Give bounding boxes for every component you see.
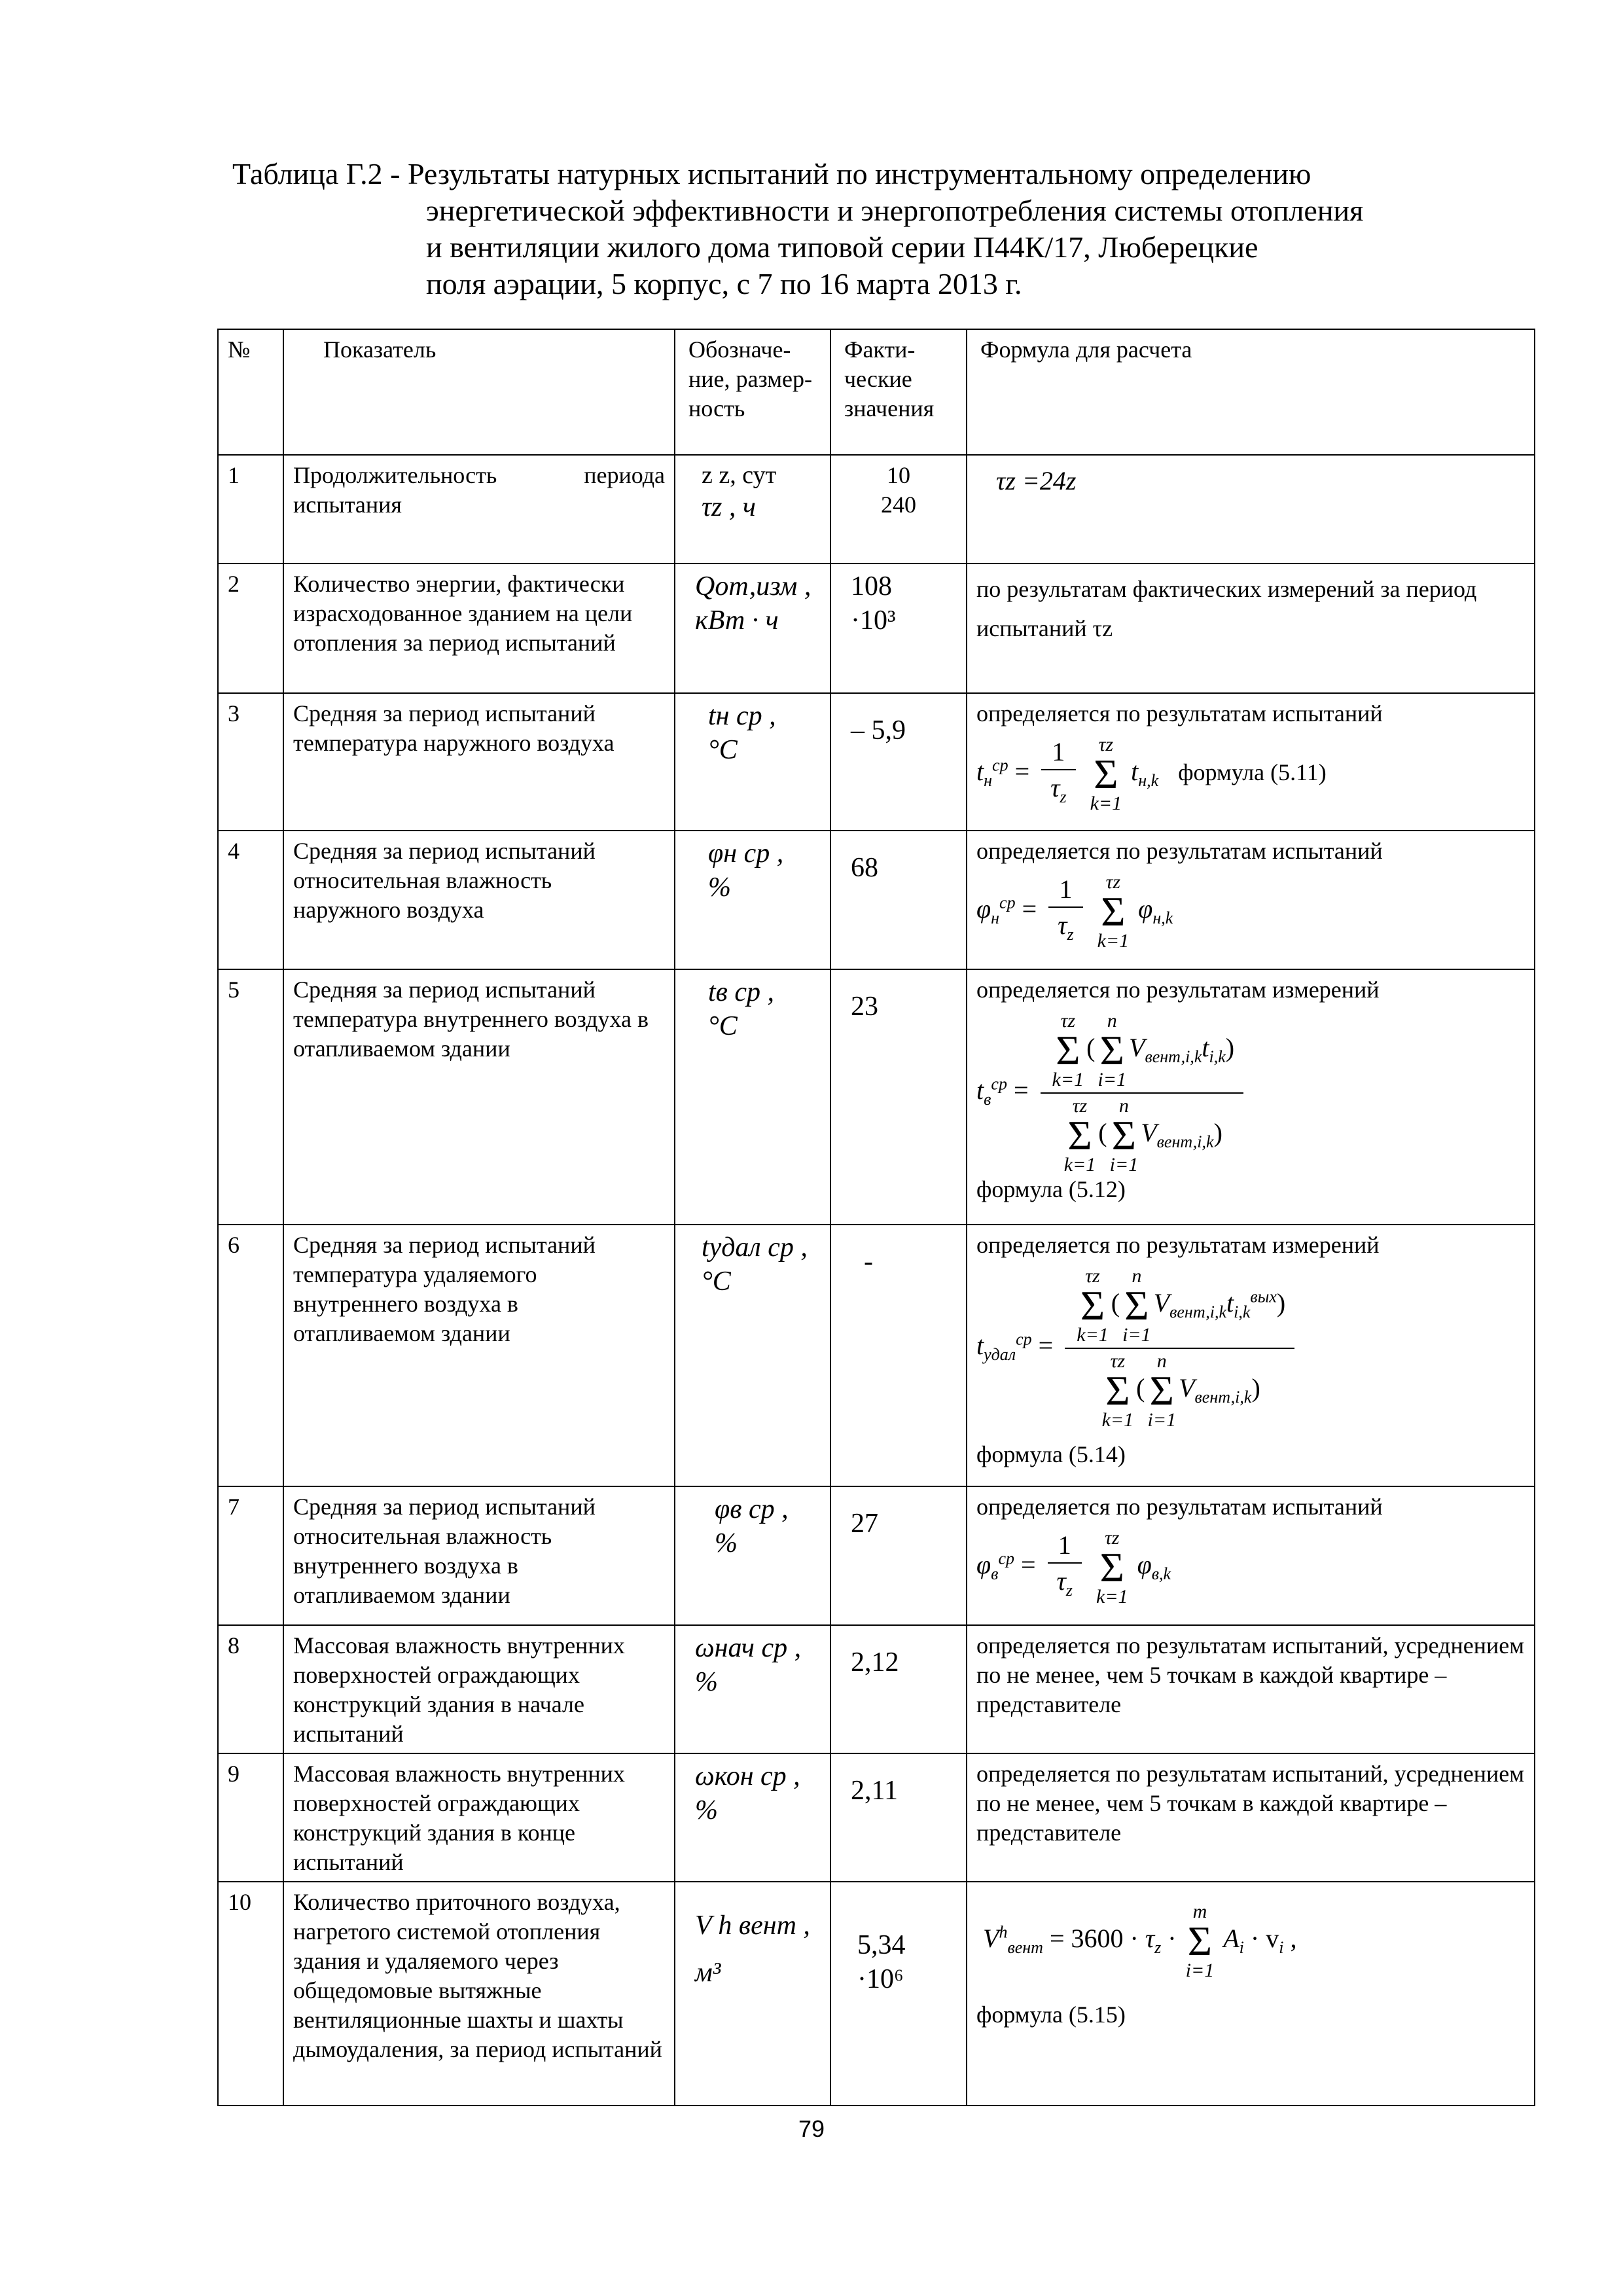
table-row <box>218 1625 1535 1753</box>
row-formula <box>967 455 1535 564</box>
table-row <box>218 831 1535 969</box>
designation-line-2: % <box>695 1667 718 1697</box>
designation-line-1: φв ср , <box>715 1494 789 1524</box>
row-indicator: Средняя за период испытаний температура удаляемого внутреннего воздуха в отапливаемом здании <box>283 1225 675 1486</box>
row-formula <box>967 1882 1535 2106</box>
designation-line-1: ωнач ср , <box>695 1633 802 1663</box>
row-number: 10 <box>218 1882 283 2106</box>
header-indicator: Показатель <box>283 329 675 455</box>
table-row <box>218 1486 1535 1625</box>
formula-note: формула (5.11) <box>1178 759 1327 786</box>
row-indicator: Продолжительность периода испытания <box>283 455 675 564</box>
table-row <box>218 1882 1535 2106</box>
designation-line-2: °C <box>708 735 738 765</box>
row-designation <box>675 455 830 564</box>
designation-line-1: φн ср , <box>708 838 784 869</box>
row-number: 8 <box>218 1625 283 1753</box>
value-line-2: ·10³ <box>851 605 896 636</box>
value-line-1: - <box>864 1247 873 1277</box>
formula-text: τz =24z <box>996 466 1077 495</box>
row-indicator: Средняя за период испытаний относительная влажность наружного воздуха <box>283 831 675 969</box>
table-row <box>218 564 1535 693</box>
designation-line-2: % <box>708 872 731 903</box>
row-value <box>830 1625 967 1753</box>
row-formula <box>967 564 1535 693</box>
table-row <box>218 693 1535 831</box>
row-formula <box>967 831 1535 969</box>
formula-note: формула (5.12) <box>976 1176 1126 1202</box>
formula-text: определяется по результатам испытаний, усреднением по не менее, чем 5 точкам в каждой квартире – представителе <box>976 1632 1524 1717</box>
row-formula <box>967 1625 1535 1753</box>
row-formula <box>967 1753 1535 1882</box>
value-line-1: 10 <box>887 462 910 488</box>
header-designation: Обозначе-ние, размер-ность <box>675 329 830 455</box>
formula-expression: $t_{удал}^{ср}$ = τz Σ k=1(n Σ $i=1V_{вент,i,k}t_{i,k}^{вых}$) τz Σ k=1(n Σ $i=1V_{вент,i,k}$) <box>976 1266 1525 1440</box>
caption-line-2: энергетической эффективности и энергопотребления системы отопления <box>426 194 1364 227</box>
row-value <box>830 969 967 1225</box>
row-designation <box>675 831 830 969</box>
row-designation <box>675 1225 830 1486</box>
caption-line-4: поля аэрации, 5 корпус, с 7 по 16 марта 2013 г. <box>426 267 1022 300</box>
row-designation <box>675 1486 830 1625</box>
table-row <box>218 969 1535 1225</box>
row-indicator: Средняя за период испытаний относительная влажность внутреннего воздуха в отапливаемом здании <box>283 1486 675 1625</box>
designation-line-2: °C <box>702 1266 731 1297</box>
formula-text: определяется по результатам измерений <box>976 977 1380 1003</box>
designation-line-2: % <box>695 1795 718 1825</box>
row-indicator: Средняя за период испытаний температура внутреннего воздуха в отапливаемом здании <box>283 969 675 1225</box>
value-line-1: 2,12 <box>851 1647 899 1677</box>
formula-text: определяется по результатам испытаний <box>976 700 1383 726</box>
formula-expression: $\varphi_в^{ср}$ = $\frac{1}{\tau_z}$ τz Σ k=1 $\varphi_{в,k}$ <box>976 1527 1171 1607</box>
table-caption <box>232 156 1515 302</box>
value-line-1: 108 <box>851 571 892 601</box>
row-formula <box>967 1486 1535 1625</box>
row-designation <box>675 564 830 693</box>
row-value <box>830 455 967 564</box>
header-values: Факти-ческие значения <box>830 329 967 455</box>
table-row <box>218 1225 1535 1486</box>
row-number: 1 <box>218 455 283 564</box>
row-indicator: Массовая влажность внутренних поверхностей ограждающих конструкций здания в начале испытаний <box>283 1625 675 1753</box>
designation-line-2: % <box>715 1528 738 1558</box>
row-value <box>830 1225 967 1486</box>
designation-line-1: tудал ср , <box>702 1232 808 1263</box>
designation-line-2: τz , ч <box>702 492 756 522</box>
value-line-1: 2,11 <box>851 1776 898 1806</box>
row-number: 2 <box>218 564 283 693</box>
row-formula <box>967 969 1535 1225</box>
formula-expression: $t_в^{ср}$ = τz Σ k=1(n Σ $i=1V_{вент,i,k}t_{i,k}$) τz Σ k=1(n Σ $i=1V_{вент,i,k}$) <box>976 1011 1525 1175</box>
caption-line-3: и вентиляции жилого дома типовой серии П44К/17, Люберецкие <box>426 230 1258 264</box>
formula-text: определяется по результатам испытаний <box>976 1494 1383 1520</box>
table-row <box>218 455 1535 564</box>
row-designation <box>675 969 830 1225</box>
designation-line-1: Qот,изм , <box>695 571 812 601</box>
row-number: 9 <box>218 1753 283 1882</box>
value-line-1: – 5,9 <box>851 715 906 745</box>
row-number: 4 <box>218 831 283 969</box>
designation-line-1: ωкон ср , <box>695 1761 800 1791</box>
header-number: № <box>218 329 283 455</box>
row-designation <box>675 1753 830 1882</box>
value-line-1: 27 <box>851 1509 878 1539</box>
designation-line-1: z z, сут <box>702 461 777 489</box>
designation-line-2: кВт · ч <box>695 605 779 636</box>
row-number: 7 <box>218 1486 283 1625</box>
designation-line-1: V h вент , <box>695 1910 810 1941</box>
formula-text: определяется по результатам испытаний, усреднением по не менее, чем 5 точкам в каждой квартире – представителе <box>976 1761 1524 1846</box>
formula-text: определяется по результатам измерений <box>976 1232 1380 1258</box>
formula-note: формула (5.15) <box>976 2001 1126 2028</box>
designation-line-1: tн ср , <box>708 701 776 731</box>
row-number: 5 <box>218 969 283 1225</box>
row-designation <box>675 1625 830 1753</box>
row-value <box>830 1882 967 2106</box>
value-line-1: 23 <box>851 992 878 1022</box>
value-line-2: ·10⁶ <box>857 1964 904 1994</box>
formula-expression: $V^h_{вент} = 3600 \cdot \tau_z \cdot m$ Σ i=1 $A_i \cdot v_i$ , <box>983 1901 1297 1981</box>
row-formula <box>967 693 1535 831</box>
formula-expression: $t_н^{ср}$ = $\frac{1}{\tau_z}$ τz Σ k=1 $t_{н,k}$ формула (5.11) <box>976 734 1327 814</box>
row-designation <box>675 693 830 831</box>
row-formula <box>967 1225 1535 1486</box>
designation-line-2: м³ <box>695 1958 721 1988</box>
value-line-1: 68 <box>851 853 878 883</box>
row-value <box>830 693 967 831</box>
caption-line-1: Таблица Г.2 - Результаты натурных испытаний по инструментальному определению <box>232 157 1311 190</box>
formula-expression: $\varphi_н^{ср}$ = $\frac{1}{\tau_z}$ τz Σ k=1 $\varphi_{н,k}$ <box>976 871 1173 952</box>
results-table <box>217 329 1535 2106</box>
row-value <box>830 1753 967 1882</box>
row-value <box>830 831 967 969</box>
row-indicator: Средняя за период испытаний температура наружного воздуха <box>283 693 675 831</box>
table-row <box>218 1753 1535 1882</box>
formula-text: по результатам фактических измерений за период испытаний τz <box>976 576 1477 641</box>
header-formula: Формула для расчета <box>967 329 1535 455</box>
row-indicator: Количество энергии, фактически израсходованное зданием на цели отопления за период испытаний <box>283 564 675 693</box>
page-number: 79 <box>798 2115 825 2142</box>
table-header-row <box>218 329 1535 455</box>
value-line-1: 5,34 <box>857 1930 906 1960</box>
designation-line-1: tв ср , <box>708 977 775 1007</box>
designation-line-2: °C <box>708 1011 738 1041</box>
row-indicator: Массовая влажность внутренних поверхностей ограждающих конструкций здания в конце испытаний <box>283 1753 675 1882</box>
row-value <box>830 1486 967 1625</box>
row-number: 6 <box>218 1225 283 1486</box>
row-number: 3 <box>218 693 283 831</box>
formula-note: формула (5.14) <box>976 1441 1126 1467</box>
row-value <box>830 564 967 693</box>
formula-text: определяется по результатам испытаний <box>976 838 1383 864</box>
row-indicator: Количество приточного воздуха, нагретого системой отопления здания и удаляемого через общедомовые вытяжные вентиляционные шахты и шахты дымоудаления, за период испытаний <box>283 1882 675 2106</box>
row-designation <box>675 1882 830 2106</box>
value-line-2: 240 <box>881 492 916 518</box>
